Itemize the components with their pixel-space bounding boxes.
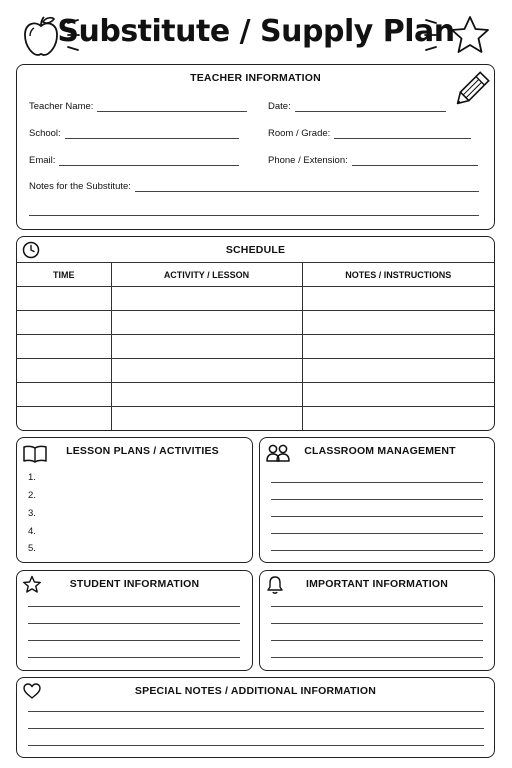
- writing-line[interactable]: [271, 482, 483, 483]
- teacher-information-section: [16, 64, 495, 230]
- writing-line[interactable]: [28, 623, 240, 624]
- writing-line[interactable]: [271, 550, 483, 551]
- teacher-information-heading: TEACHER INFORMATION: [190, 72, 321, 84]
- lesson-item-number: 4.: [28, 526, 36, 537]
- lesson-item-number: 2.: [28, 490, 36, 501]
- schedule-table: [17, 262, 494, 431]
- schedule-header-row: [17, 263, 494, 287]
- lesson-plans-heading: LESSON PLANS / ACTIVITIES: [66, 445, 219, 457]
- schedule-cell[interactable]: [111, 407, 302, 431]
- schedule-cell[interactable]: [17, 287, 111, 311]
- important-information-section: [259, 570, 495, 671]
- phone-extension-field[interactable]: [268, 155, 478, 166]
- writing-line[interactable]: [28, 640, 240, 641]
- writing-line[interactable]: [271, 533, 483, 534]
- writing-line[interactable]: [28, 728, 484, 729]
- important-information-heading: IMPORTANT INFORMATION: [305, 578, 449, 590]
- schedule-cell[interactable]: [17, 359, 111, 383]
- student-information-section: [16, 570, 253, 671]
- special-notes-section: [16, 677, 495, 758]
- date-label: Date:: [268, 101, 291, 112]
- classroom-management-heading: CLASSROOM MANAGEMENT: [304, 445, 456, 457]
- school-field[interactable]: [29, 128, 239, 139]
- pencil-icon: [451, 69, 491, 111]
- date-field[interactable]: [268, 101, 446, 112]
- notes-column-header: NOTES / INSTRUCTIONS: [302, 263, 494, 287]
- substitute-notes-line[interactable]: [29, 215, 479, 216]
- lesson-item-number: 5.: [28, 543, 36, 554]
- writing-line[interactable]: [28, 711, 484, 712]
- schedule-row: [17, 359, 494, 383]
- writing-line[interactable]: [271, 657, 483, 658]
- time-column-header: TIME: [17, 263, 111, 287]
- schedule-cell[interactable]: [17, 311, 111, 335]
- writing-line[interactable]: [28, 745, 484, 746]
- schedule-row: [17, 335, 494, 359]
- schedule-cell[interactable]: [111, 335, 302, 359]
- schedule-cell[interactable]: [111, 359, 302, 383]
- schedule-cell[interactable]: [302, 407, 494, 431]
- school-label: School:: [29, 128, 61, 139]
- writing-line[interactable]: [28, 606, 240, 607]
- email-label: Email:: [29, 155, 56, 166]
- schedule-row: [17, 311, 494, 335]
- schedule-row: [17, 383, 494, 407]
- schedule-cell[interactable]: [302, 383, 494, 407]
- room-grade-field[interactable]: [268, 128, 471, 139]
- schedule-cell[interactable]: [302, 335, 494, 359]
- schedule-cell[interactable]: [111, 311, 302, 335]
- teacher-name-label: Teacher Name:: [29, 101, 94, 112]
- student-information-heading: STUDENT INFORMATION: [69, 578, 200, 590]
- classroom-management-section: [259, 437, 495, 563]
- teacher-name-field[interactable]: [29, 101, 247, 112]
- writing-line[interactable]: [271, 623, 483, 624]
- substitute-notes-label: Notes for the Substitute:: [29, 181, 131, 192]
- activity-column-header: ACTIVITY / LESSON: [111, 263, 302, 287]
- schedule-cell[interactable]: [17, 407, 111, 431]
- schedule-cell[interactable]: [302, 287, 494, 311]
- substitute-notes-field[interactable]: [29, 181, 479, 192]
- schedule-section: [16, 236, 495, 431]
- writing-line[interactable]: [271, 640, 483, 641]
- writing-line[interactable]: [28, 657, 240, 658]
- phone-extension-label: Phone / Extension:: [268, 155, 348, 166]
- lesson-item-number: 1.: [28, 472, 36, 483]
- writing-line[interactable]: [271, 606, 483, 607]
- lesson-plans-section: [16, 437, 253, 563]
- schedule-cell[interactable]: [111, 287, 302, 311]
- writing-line[interactable]: [271, 516, 483, 517]
- schedule-cell[interactable]: [302, 311, 494, 335]
- email-field[interactable]: [29, 155, 239, 166]
- schedule-row: [17, 287, 494, 311]
- lesson-item-number: 3.: [28, 508, 36, 519]
- schedule-cell[interactable]: [17, 383, 111, 407]
- schedule-row: [17, 407, 494, 431]
- schedule-cell[interactable]: [17, 335, 111, 359]
- writing-line[interactable]: [271, 499, 483, 500]
- special-notes-heading: SPECIAL NOTES / ADDITIONAL INFORMATION: [134, 685, 377, 697]
- schedule-cell[interactable]: [111, 383, 302, 407]
- schedule-heading: SCHEDULE: [225, 244, 286, 256]
- room-grade-label: Room / Grade:: [268, 128, 331, 139]
- page-title: Substitute / Supply Plan: [57, 14, 455, 49]
- schedule-cell[interactable]: [302, 359, 494, 383]
